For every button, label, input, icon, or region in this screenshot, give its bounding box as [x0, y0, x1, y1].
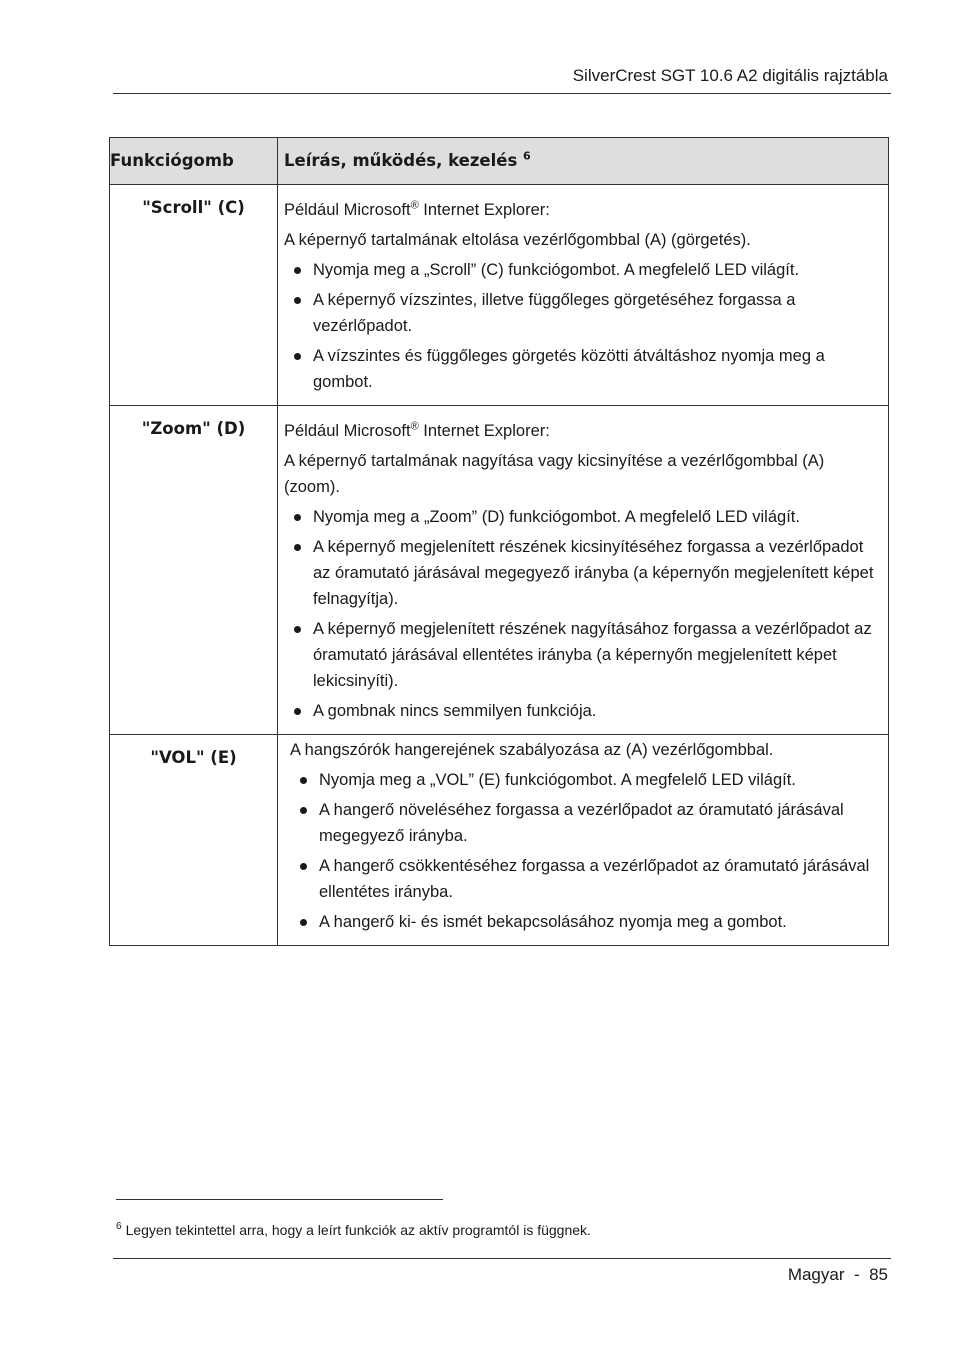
bullet-list	[284, 504, 878, 724]
table-header-row	[110, 138, 889, 185]
list-item: Nyomja meg a „Scroll” (C) funkciógombot. A megfelelő LED világít.	[284, 257, 878, 283]
intro-text: A képernyő tartalmának nagyítása vagy kicsinyítése a vezérlőgombbal (A) (zoom).	[284, 452, 825, 496]
header-title: SilverCrest SGT 10.6 A2 digitális rajztábla	[572, 66, 888, 85]
footnote-number: 6	[116, 1221, 122, 1233]
intro-text: A hangszórók hangerejének szabályozása az (A) vezérlőgombbal.	[290, 741, 774, 759]
footer-language: Magyar	[787, 1265, 845, 1284]
bullet-list	[290, 767, 878, 935]
list-item: Nyomja meg a „VOL” (E) funkciógombot. A megfelelő LED világít.	[290, 767, 878, 793]
intro-text: A képernyő tartalmának eltolása vezérlőgombbal (A) (görgetés).	[284, 231, 751, 249]
page-number: 85	[869, 1265, 888, 1284]
footer-separator: -	[853, 1265, 860, 1284]
page-footer	[788, 1265, 888, 1285]
table-row-scroll	[110, 185, 889, 406]
header-divider	[113, 93, 891, 94]
footnote-divider	[116, 1199, 443, 1200]
function-name-zoom: "Zoom" (D)	[110, 406, 278, 735]
description-scroll	[278, 185, 889, 406]
footnote-ref: 6	[523, 149, 531, 163]
description-vol	[278, 735, 889, 946]
footer-divider	[113, 1258, 891, 1259]
bullet-list	[284, 257, 878, 395]
column-header-description: Leírás, működés, kezelés $^6$	[278, 138, 889, 185]
list-item: A képernyő megjelenített részének nagyításához forgassa a vezérlőpadot az óramutató járásával ellentétes irányba (a képernyőn megjelenített képet lekicsinyíti).	[284, 616, 878, 694]
list-item: A hangerő csökkentéséhez forgassa a vezérlőpadot az óramutató járásával ellentétes irányba.	[290, 853, 878, 905]
list-item: A hangerő ki- és ismét bekapcsolásához nyomja meg a gombot.	[290, 909, 878, 935]
function-name-scroll: "Scroll" (C)	[110, 185, 278, 406]
column-header-function: Funkciógomb	[110, 138, 278, 185]
example-line: Például Microsoft® Internet Explorer:	[284, 420, 550, 440]
footnote	[116, 1222, 591, 1238]
list-item: A gombnak nincs semmilyen funkciója.	[284, 698, 878, 724]
description-zoom	[278, 406, 889, 735]
function-name-vol: "VOL" (E)	[110, 735, 278, 946]
list-item: A képernyő megjelenített részének kicsinyítéséhez forgassa a vezérlőpadot az óramutató járásával megegyező irányba (a képernyőn megjelenített képet felnagyítja).	[284, 534, 878, 612]
footnote-text: Legyen tekintettel arra, hogy a leírt funkciók az aktív programtól is függnek.	[125, 1222, 591, 1238]
list-item: A hangerő növeléséhez forgassa a vezérlőpadot az óramutató járásával megegyező irányba.	[290, 797, 878, 849]
list-item: A vízszintes és függőleges görgetés közötti átváltáshoz nyomja meg a gombot.	[284, 343, 878, 395]
table-row-vol	[110, 735, 889, 946]
example-line: Például Microsoft® Internet Explorer:	[284, 199, 550, 219]
list-item: A képernyő vízszintes, illetve függőleges görgetéséhez forgassa a vezérlőpadot.	[284, 287, 878, 339]
list-item: Nyomja meg a „Zoom” (D) funkciógombot. A megfelelő LED világít.	[284, 504, 878, 530]
table-row-zoom	[110, 406, 889, 735]
function-button-table	[109, 137, 889, 946]
